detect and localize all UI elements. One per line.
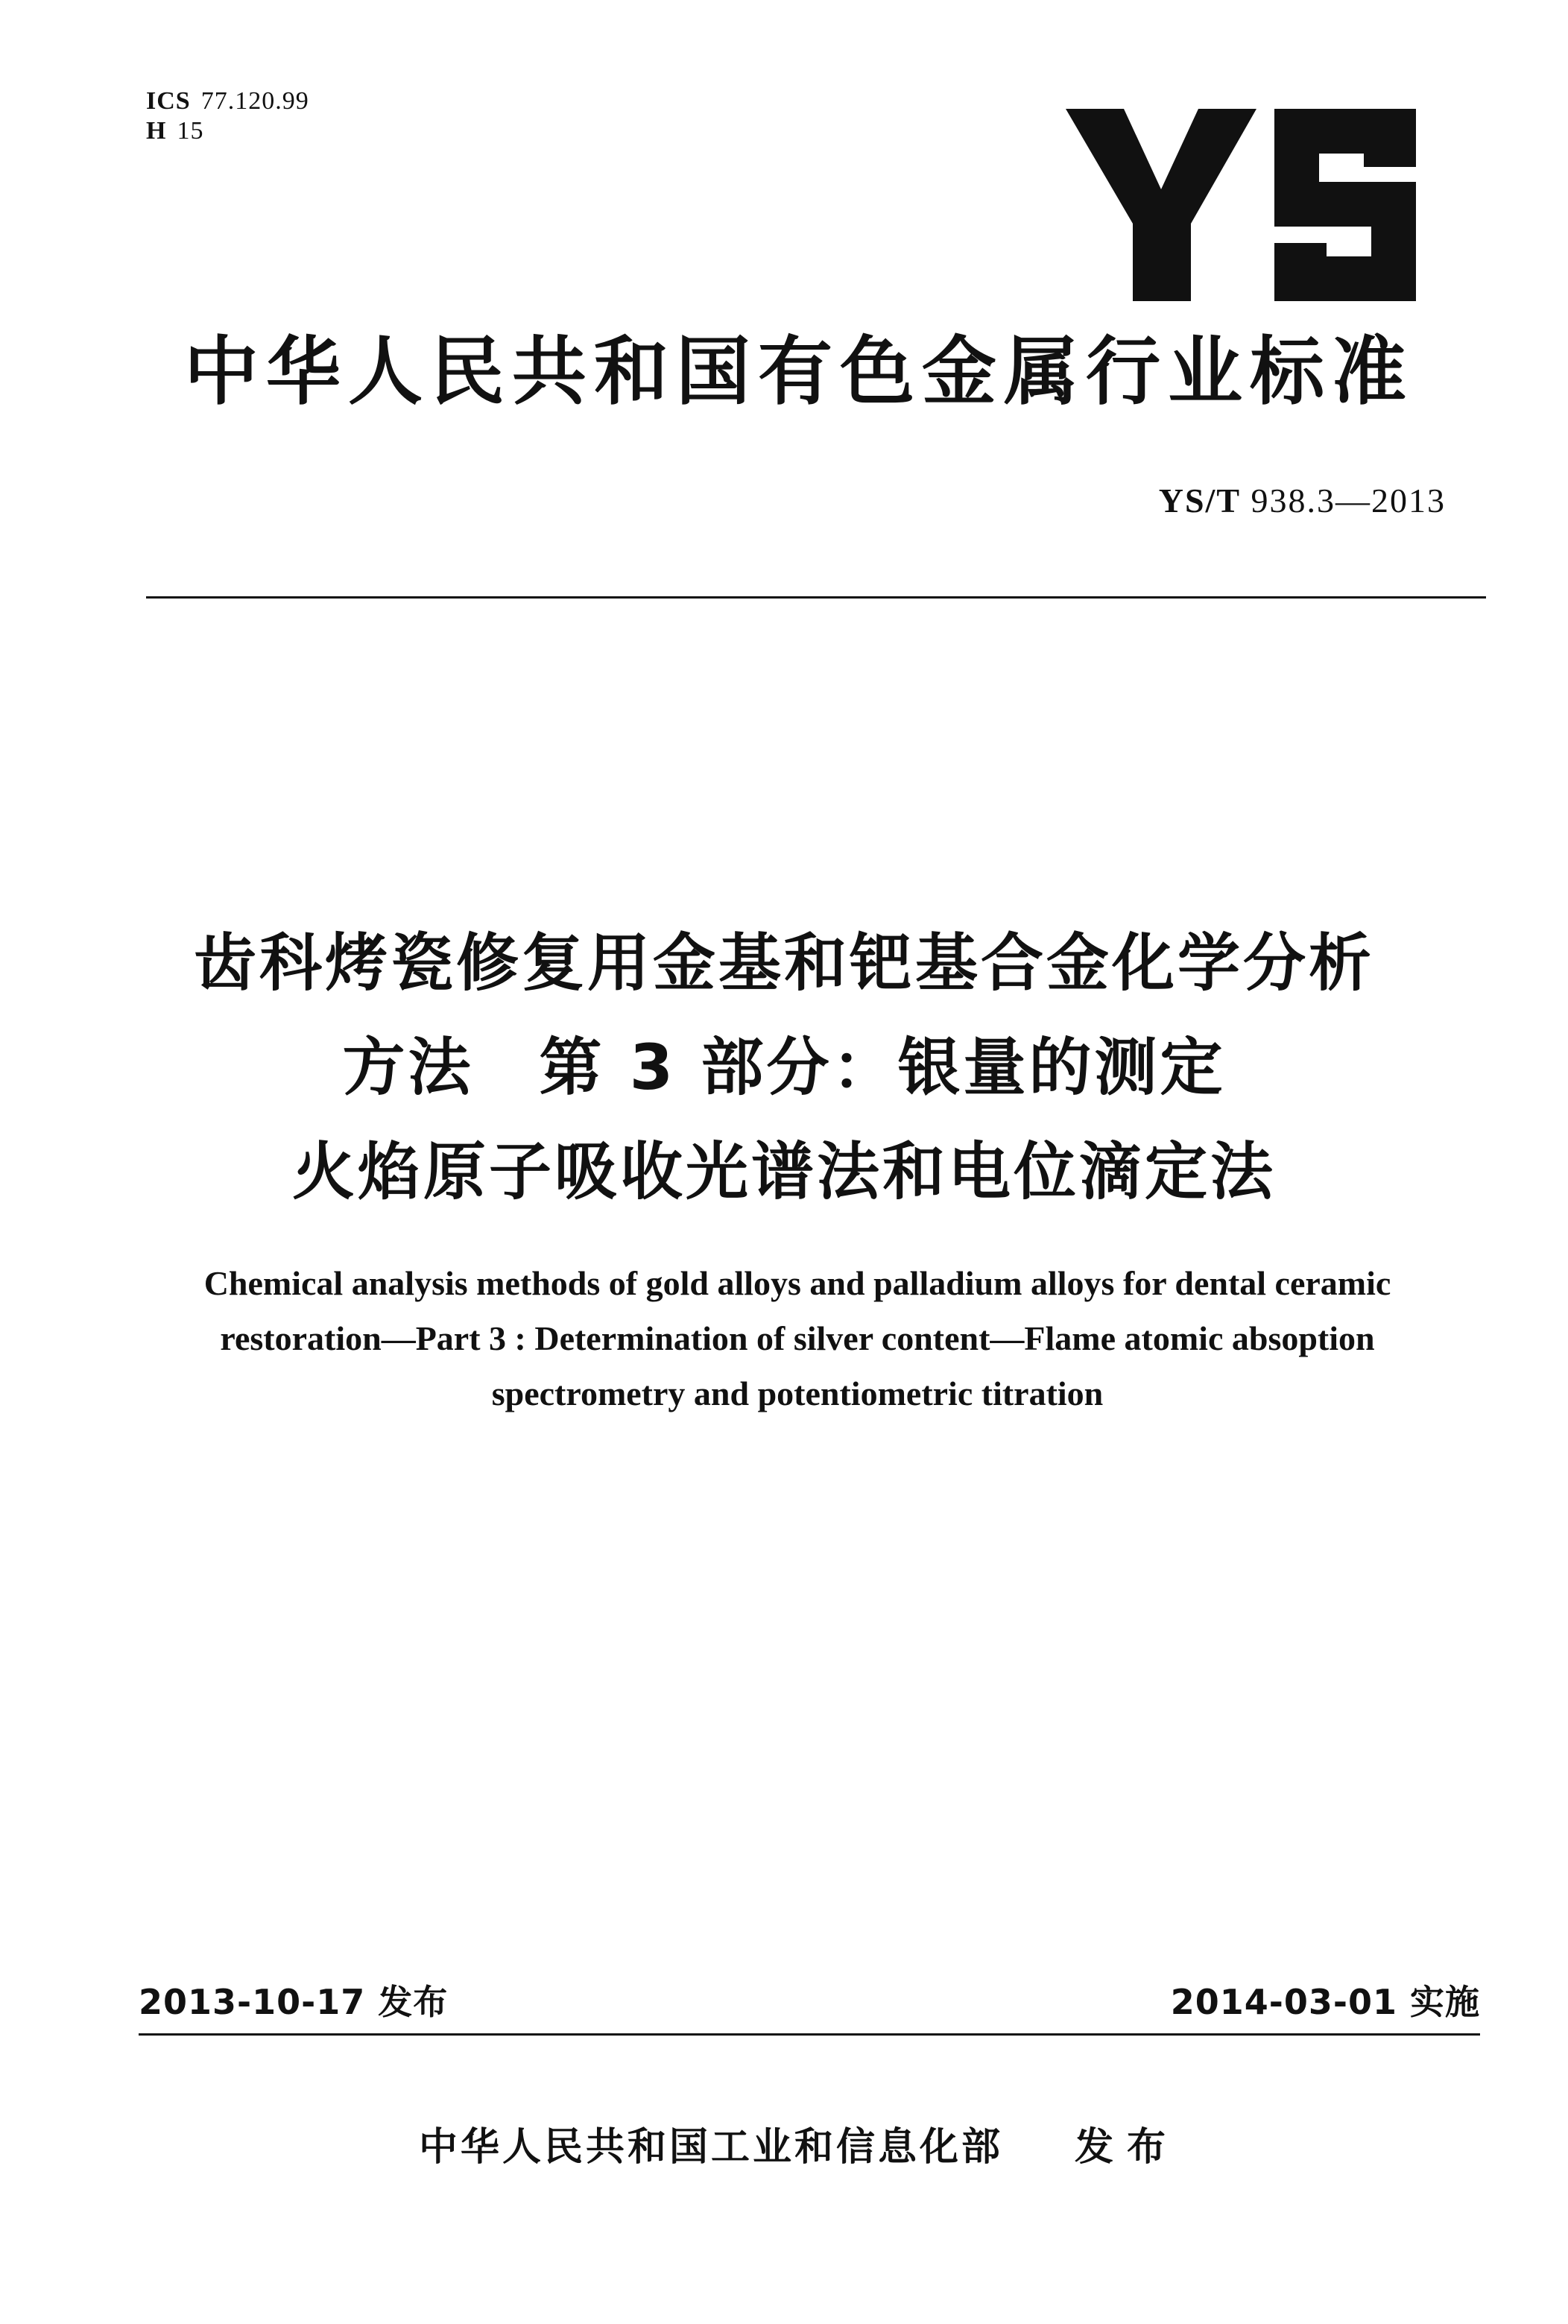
ics-label: ICS	[146, 87, 191, 115]
ccs-code	[146, 116, 309, 146]
english-title-line-2: restoration—Part 3 : Determination of silver content—Flame atomic absoption	[220, 1319, 1375, 1357]
standard-number	[1159, 481, 1446, 520]
ics-code	[146, 86, 309, 116]
english-title-line-1: Chemical analysis methods of gold alloys and palladium alloys for dental ceramic	[203, 1264, 1391, 1302]
ccs-value: 15	[177, 117, 204, 145]
issue-date: 2013-10-17 发布	[139, 1982, 449, 2022]
chinese-title	[0, 911, 1568, 1224]
ics-value: 77.120.99	[200, 87, 309, 115]
ys-logo	[1066, 78, 1416, 301]
publisher-action: 发布	[1075, 2125, 1180, 2170]
chinese-title-line-3: 火焰原子吸收光谱法和电位滴定法	[291, 1135, 1276, 1208]
chinese-title-line-2: 方法 第 3 部分：银量的测定	[342, 1031, 1226, 1104]
header-divider	[146, 596, 1486, 599]
standard-number-value: 938.3—2013	[1251, 481, 1446, 520]
publisher	[419, 2115, 1179, 2171]
standard-category-title: 中华人民共和国有色金属行业标准	[184, 328, 1414, 415]
footer-divider	[139, 2033, 1480, 2036]
publisher-name: 中华人民共和国工业和信息化部	[419, 2125, 1004, 2170]
classification-codes	[146, 86, 309, 146]
standard-number-prefix: YS/T	[1158, 481, 1241, 520]
english-title-line-3: spectrometry and potentiometric titration	[491, 1374, 1104, 1412]
ccs-label: H	[146, 117, 167, 145]
chinese-title-line-1: 齿科烤瓷修复用金基和钯基合金化学分析	[193, 926, 1374, 1000]
english-title	[112, 1256, 1483, 1421]
implementation-date: 2014-03-01 实施	[1170, 1982, 1480, 2022]
